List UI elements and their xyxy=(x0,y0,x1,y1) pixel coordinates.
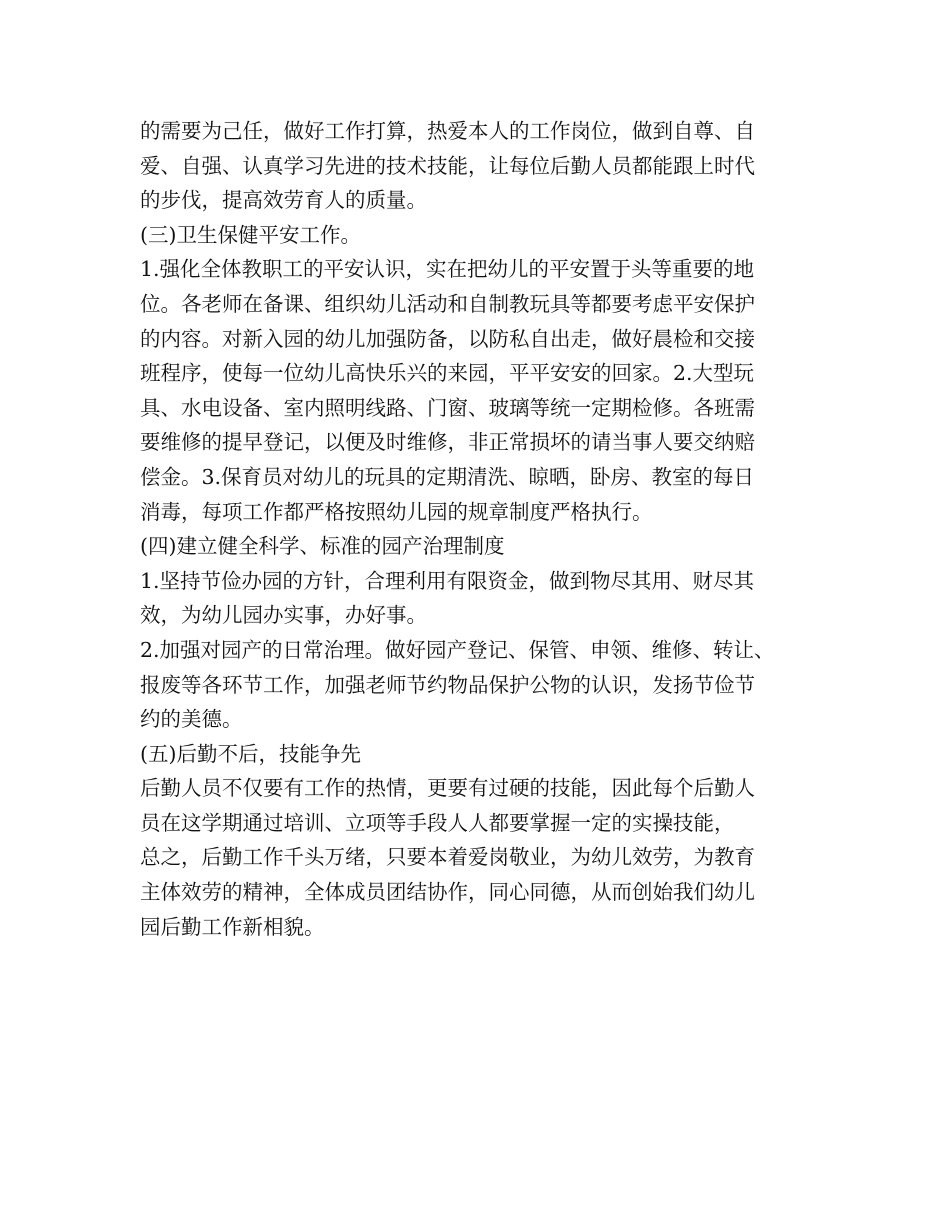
text-line: 偿金。3.保育员对幼儿的玩具的定期清洗、晾晒，卧房、教室的每日 xyxy=(140,464,755,489)
text-line: 位。各老师在备课、组织幼儿活动和自制教玩具等都要考虑平安保护 xyxy=(140,291,755,316)
text-line: (四)建立健全科学、标准的园产治理制度 xyxy=(140,534,505,559)
text-line: 员在这学期通过培训、立项等手段人人都要掌握一定的实操技能， xyxy=(140,810,735,835)
text-line: 1.坚持节俭办园的方针，合理利用有限资金，做到物尽其用、财尽其 xyxy=(140,568,755,593)
text-line: 后勤人员不仅要有工作的热情，更要有过硬的技能，因此每个后勤人 xyxy=(140,776,755,801)
text-line: 爱、自强、认真学习先进的技术技能，让每位后勤人员都能跟上时代 xyxy=(140,153,755,178)
text-line: 班程序，使每一位幼儿高快乐兴的来园，平平安安的回家。2.大型玩 xyxy=(140,361,755,386)
text-line: 的内容。对新入园的幼儿加强防备，以防私自出走，做好晨检和交接 xyxy=(140,326,755,351)
text-line: 的步伐，提高效劳育人的质量。 xyxy=(140,188,427,213)
text-line: 消毒，每项工作都严格按照幼儿园的规章制度严格执行。 xyxy=(140,499,653,524)
text-line: 要维修的提早登记，以便及时维修，非正常损坏的请当事人要交纳赔 xyxy=(140,430,755,455)
text-line: 效，为幼儿园办实事，办好事。 xyxy=(140,603,427,628)
text-line: 约的美德。 xyxy=(140,707,243,732)
text-line: 园后勤工作新相貌。 xyxy=(140,914,325,939)
text-line: 1.强化全体教职工的平安认识，实在把幼儿的平安置于头等重要的地 xyxy=(140,257,755,282)
text-line: (三)卫生保健平安工作。 xyxy=(140,222,361,247)
text-line: 主体效劳的精神，全体成员团结协作，同心同德，从而创始我们幼儿 xyxy=(140,880,755,905)
text-line: (五)后勤不后，技能争先 xyxy=(140,741,361,766)
text-line: 具、水电设备、室内照明线路、门窗、玻璃等统一定期检修。各班需 xyxy=(140,395,755,420)
text-line: 报废等各环节工作，加强老师节约物品保护公物的认识，发扬节俭节 xyxy=(140,672,755,697)
document-body xyxy=(140,114,830,944)
text-line: 2.加强对园产的日常治理。做好园产登记、保管、申领、维修、转让、 xyxy=(140,637,775,662)
text-line: 的需要为己任，做好工作打算，热爱本人的工作岗位，做到自尊、自 xyxy=(140,119,755,143)
text-line: 总之，后勤工作千头万绪，只要本着爱岗敬业，为幼儿效劳，为教育 xyxy=(140,845,755,870)
